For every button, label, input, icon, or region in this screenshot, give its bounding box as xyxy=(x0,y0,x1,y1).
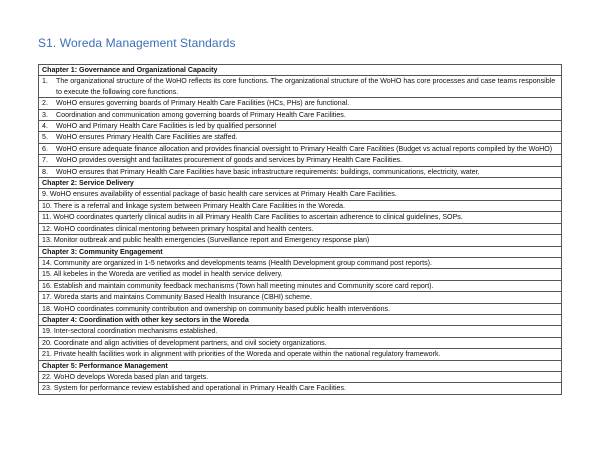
standard-text: 21. Private health facilities work in alignment with priorities of the Woreda and operate within the national regulatory framework. xyxy=(42,350,441,359)
standard-row xyxy=(39,269,562,280)
standard-row xyxy=(39,132,562,143)
standard-cell xyxy=(39,121,562,132)
standard-row xyxy=(39,280,562,291)
chapter-heading: Chapter 5: Performance Management xyxy=(39,360,562,371)
standard-text: 15. All kebeles in the Woreda are verified as model in health service delivery. xyxy=(42,270,283,279)
standard-row xyxy=(39,257,562,268)
chapter-row xyxy=(39,65,562,76)
standard-cell xyxy=(39,303,562,314)
standard-row xyxy=(39,383,562,394)
standard-cell xyxy=(39,143,562,154)
chapter-row xyxy=(39,360,562,371)
standard-cell xyxy=(39,337,562,348)
standard-row xyxy=(39,109,562,120)
standard-row xyxy=(39,166,562,177)
standard-cell xyxy=(39,383,562,394)
standard-text: 20. Coordinate and align activities of development partners, and civil society organizations. xyxy=(42,338,327,347)
standard-row xyxy=(39,303,562,314)
standard-text: WoHO ensure adequate finance allocation and provides financial oversight to Primary Health Care Facilities (Budget vs actual reports compiled by the WoHO) xyxy=(56,144,553,153)
standard-text: 9. WoHO ensures availability of essential package of basic health care services at Primary Health Care Facilities. xyxy=(42,190,397,199)
standard-cell xyxy=(39,166,562,177)
standard-cell xyxy=(39,269,562,280)
standard-text: 10. There is a referral and linkage system between Primary Health Care Facilities in the Woreda. xyxy=(42,201,345,210)
standard-row xyxy=(39,200,562,211)
standard-cell xyxy=(39,235,562,246)
chapter-row xyxy=(39,246,562,257)
standard-number: 2. xyxy=(42,99,48,108)
standards-table-body xyxy=(39,65,562,395)
standard-text: 19. Inter-sectoral coordination mechanisms established. xyxy=(42,327,218,336)
standard-cell xyxy=(39,98,562,109)
chapter-heading: Chapter 1: Governance and Organizational Capacity xyxy=(39,65,562,76)
standard-row xyxy=(39,155,562,166)
standard-text: 12. WoHO coordinates clinical mentoring between primary hospital and health centers. xyxy=(42,224,314,233)
standard-cell xyxy=(39,76,562,98)
standard-cell xyxy=(39,212,562,223)
standard-row xyxy=(39,349,562,360)
standard-row xyxy=(39,212,562,223)
standards-table xyxy=(38,64,562,395)
standard-number: 1. xyxy=(42,77,48,86)
standard-cell xyxy=(39,292,562,303)
standard-number: 5. xyxy=(42,133,48,142)
standard-number: 3. xyxy=(42,110,48,119)
standard-text: Coordination and communication among governing boards of Primary Health Care Facilities. xyxy=(56,110,346,119)
standard-text: 23. System for performance review established and operational in Primary Health Care Facilities. xyxy=(42,384,346,393)
standard-cell xyxy=(39,189,562,200)
standard-row xyxy=(39,189,562,200)
standard-text: 11. WoHO coordinates quarterly clinical audits in all Primary Health Care Facilities to ascertain adherence to clinical guidelines, SOPs. xyxy=(42,213,463,222)
standard-text: 16. Establish and maintain community feedback mechanisms (Town hall meeting minutes and Community score card report). xyxy=(42,281,434,290)
chapter-row xyxy=(39,314,562,325)
standard-cell xyxy=(39,223,562,234)
standard-cell xyxy=(39,280,562,291)
standard-text: WoHO provides oversight and facilitates procurement of goods and services by Primary Health Care Facilities. xyxy=(56,156,403,165)
standard-text: 18. WoHO coordinates community contribution and ownership on community based public health interventions. xyxy=(42,304,391,313)
standard-row xyxy=(39,223,562,234)
page-title: S1. Woreda Management Standards xyxy=(38,36,236,50)
standard-row xyxy=(39,292,562,303)
standard-cell xyxy=(39,200,562,211)
standard-row xyxy=(39,337,562,348)
standard-text: The organizational structure of the WoHO reflects its core functions. The organizational structure of the WoHO has core processes and case teams responsible to execute the following core functions. xyxy=(56,77,556,96)
standard-cell xyxy=(39,257,562,268)
standard-text: WoHO ensures Primary Health Care Facilities are staffed. xyxy=(56,133,238,142)
standard-row xyxy=(39,371,562,382)
standard-cell xyxy=(39,371,562,382)
standard-cell xyxy=(39,132,562,143)
standard-text: 13. Monitor outbreak and public health emergencies (Surveillance report and Emergency response plan) xyxy=(42,236,370,245)
standard-text: 22. WoHO develops Woreda based plan and targets. xyxy=(42,372,209,381)
standard-number: 6. xyxy=(42,144,48,153)
chapter-heading: Chapter 4: Coordination with other key sectors in the Woreda xyxy=(39,314,562,325)
standard-text: 17. Woreda starts and maintains Community Based Health Insurance (CBHI) scheme. xyxy=(42,293,312,302)
standard-text: 14. Community are organized in 1-5 networks and developments teams (Health Development group command post reports). xyxy=(42,258,432,267)
standard-row xyxy=(39,143,562,154)
standard-cell xyxy=(39,109,562,120)
standard-number: 8. xyxy=(42,167,48,176)
standard-row xyxy=(39,121,562,132)
chapter-heading: Chapter 2: Service Delivery xyxy=(39,178,562,189)
standard-cell xyxy=(39,349,562,360)
chapter-row xyxy=(39,178,562,189)
standard-row xyxy=(39,235,562,246)
standard-row xyxy=(39,326,562,337)
standard-text: WoHO ensures governing boards of Primary Health Care Facilities (HCs, PHs) are functional. xyxy=(56,99,350,108)
standard-cell xyxy=(39,326,562,337)
standard-number: 7. xyxy=(42,156,48,165)
standard-row xyxy=(39,98,562,109)
standard-text: WoHO ensures that Primary Health Care Facilities have basic infrastructure requirements: buildings, communications, electricity, water. xyxy=(56,167,480,176)
standard-cell xyxy=(39,155,562,166)
standard-row xyxy=(39,76,562,98)
standard-text: WoHO and Primary Health Care Facilities is led by qualified personnel xyxy=(56,122,277,131)
standard-number: 4. xyxy=(42,122,48,131)
chapter-heading: Chapter 3: Community Engagement xyxy=(39,246,562,257)
